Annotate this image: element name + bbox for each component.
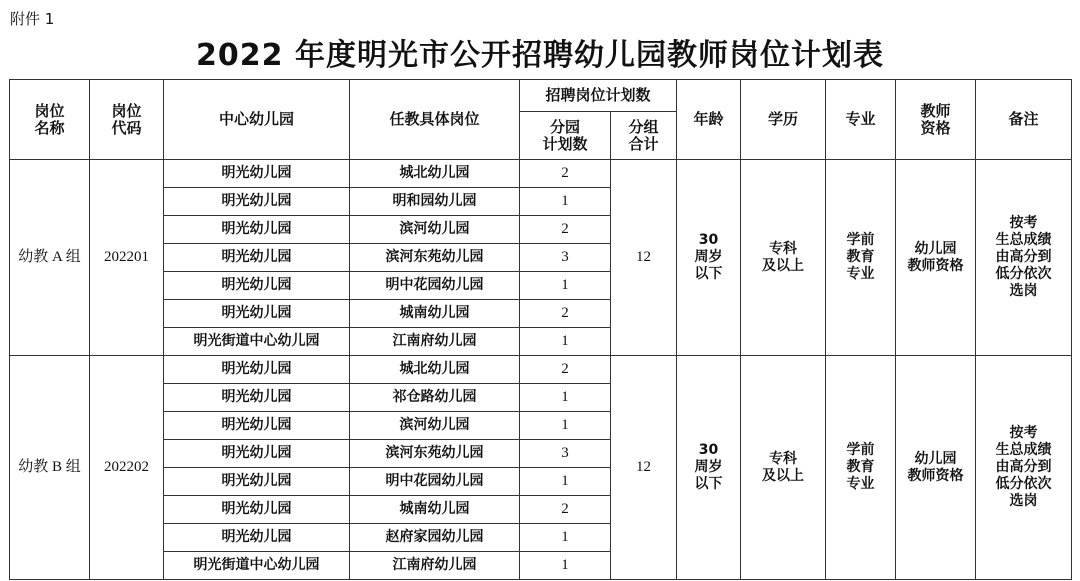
- specific-post: 滨河东苑幼儿园: [350, 440, 520, 468]
- header-post-name: 岗位 名称: [10, 80, 90, 160]
- center-kindergarten: 明光街道中心幼儿园: [164, 328, 350, 356]
- specific-post: 城南幼儿园: [350, 496, 520, 524]
- teacher-qualification: 幼儿园 教师资格: [896, 356, 976, 580]
- remarks-line: 低分依次: [995, 266, 1052, 282]
- group-total: 12: [611, 356, 677, 580]
- teacher-qualification: 幼儿园 教师资格: [896, 160, 976, 356]
- branch-plan-count: 3: [520, 440, 611, 468]
- center-kindergarten: 明光幼儿园: [164, 188, 350, 216]
- group-name: 幼教 A 组: [10, 160, 90, 356]
- header-education: 学历: [741, 80, 826, 160]
- branch-plan-count: 1: [520, 328, 611, 356]
- branch-plan-count: 1: [520, 524, 611, 552]
- remarks-line: 选岗: [1009, 283, 1038, 299]
- center-kindergarten: 明光幼儿园: [164, 440, 350, 468]
- center-kindergarten: 明光街道中心幼儿园: [164, 552, 350, 580]
- header-remarks: 备注: [976, 80, 1072, 160]
- major-requirement: 学前 教育 专业: [826, 356, 896, 580]
- center-kindergarten: 明光幼儿园: [164, 244, 350, 272]
- group-name: 幼教 B 组: [10, 356, 90, 580]
- remarks-line: 选岗: [1009, 493, 1038, 509]
- center-kindergarten: 明光幼儿园: [164, 356, 350, 384]
- specific-post: 赵府家园幼儿园: [350, 524, 520, 552]
- remarks-line: 生总成绩: [995, 442, 1052, 458]
- branch-plan-count: 3: [520, 244, 611, 272]
- age-requirement: 30 周岁 以下: [677, 356, 741, 580]
- specific-post: 滨河幼儿园: [350, 412, 520, 440]
- education-requirement: 专科 及以上: [741, 160, 826, 356]
- center-kindergarten: 明光幼儿园: [164, 300, 350, 328]
- specific-post: 江南府幼儿园: [350, 552, 520, 580]
- specific-post: 城北幼儿园: [350, 160, 520, 188]
- center-kindergarten: 明光幼儿园: [164, 468, 350, 496]
- specific-post: 祁仓路幼儿园: [350, 384, 520, 412]
- education-requirement: 专科 及以上: [741, 356, 826, 580]
- branch-plan-count: 2: [520, 216, 611, 244]
- remarks-line: 由高分到: [995, 249, 1052, 265]
- header-major: 专业: [826, 80, 896, 160]
- remarks-line: 按考: [1009, 215, 1038, 231]
- header-center-kg: 中心幼儿园: [164, 80, 350, 160]
- group-code: 202201: [90, 160, 164, 356]
- attachment-label: 附件 1: [10, 10, 55, 28]
- remarks-line: 生总成绩: [995, 232, 1052, 248]
- specific-post: 明中花园幼儿园: [350, 272, 520, 300]
- branch-plan-count: 1: [520, 188, 611, 216]
- age-requirement: 30 周岁 以下: [677, 160, 741, 356]
- specific-post: 江南府幼儿园: [350, 328, 520, 356]
- header-specific-post: 任教具体岗位: [350, 80, 520, 160]
- specific-post: 滨河东苑幼儿园: [350, 244, 520, 272]
- specific-post: 滨河幼儿园: [350, 216, 520, 244]
- remarks-line: 低分依次: [995, 476, 1052, 492]
- center-kindergarten: 明光幼儿园: [164, 272, 350, 300]
- branch-plan-count: 1: [520, 412, 611, 440]
- recruitment-plan-table: [9, 79, 1072, 580]
- header-qualification: 教师 资格: [896, 80, 976, 160]
- center-kindergarten: 明光幼儿园: [164, 496, 350, 524]
- branch-plan-count: 2: [520, 356, 611, 384]
- header-branch-plan: 分园 计划数: [520, 112, 611, 160]
- center-kindergarten: 明光幼儿园: [164, 160, 350, 188]
- header-plan-group: 招聘岗位计划数: [520, 80, 677, 112]
- header-group-total: 分组 合计: [611, 112, 677, 160]
- center-kindergarten: 明光幼儿园: [164, 216, 350, 244]
- branch-plan-count: 2: [520, 160, 611, 188]
- remarks: [976, 356, 1072, 580]
- center-kindergarten: 明光幼儿园: [164, 412, 350, 440]
- table-row: [10, 356, 1072, 384]
- specific-post: 城南幼儿园: [350, 300, 520, 328]
- remarks-line: 按考: [1009, 425, 1038, 441]
- branch-plan-count: 2: [520, 496, 611, 524]
- specific-post: 明中花园幼儿园: [350, 468, 520, 496]
- group-total: 12: [611, 160, 677, 356]
- specific-post: 明和园幼儿园: [350, 188, 520, 216]
- table-row: [10, 160, 1072, 188]
- branch-plan-count: 1: [520, 384, 611, 412]
- header-age: 年龄: [677, 80, 741, 160]
- branch-plan-count: 1: [520, 552, 611, 580]
- remarks-line: 由高分到: [995, 459, 1052, 475]
- header-post-code: 岗位 代码: [90, 80, 164, 160]
- branch-plan-count: 1: [520, 468, 611, 496]
- center-kindergarten: 明光幼儿园: [164, 384, 350, 412]
- branch-plan-count: 2: [520, 300, 611, 328]
- specific-post: 城北幼儿园: [350, 356, 520, 384]
- remarks: [976, 160, 1072, 356]
- major-requirement: 学前 教育 专业: [826, 160, 896, 356]
- center-kindergarten: 明光幼儿园: [164, 524, 350, 552]
- group-code: 202202: [90, 356, 164, 580]
- page-title: 2022 年度明光市公开招聘幼儿园教师岗位计划表: [196, 38, 884, 73]
- branch-plan-count: 1: [520, 272, 611, 300]
